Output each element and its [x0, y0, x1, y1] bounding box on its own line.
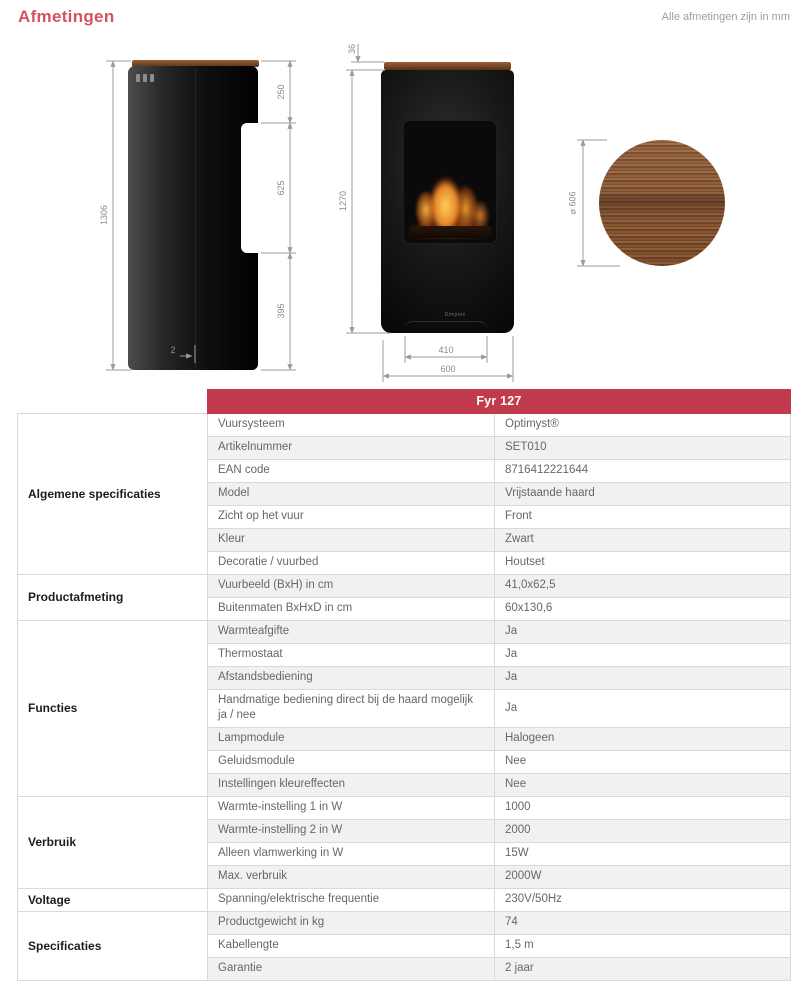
value-cell: Ja — [495, 620, 791, 643]
property-cell: Lampmodule — [208, 727, 495, 750]
value-cell: Vrijstaande haard — [495, 482, 791, 505]
value-cell: 230V/50Hz — [495, 888, 791, 911]
property-cell: Warmteafgifte — [208, 620, 495, 643]
value-cell: Ja — [495, 689, 791, 727]
property-cell: Handmatige bediening direct bij de haard mogelijk ja / nee — [208, 689, 495, 727]
category-cell: Voltage — [18, 888, 208, 911]
category-cell: Productafmeting — [18, 574, 208, 620]
property-cell: Thermostaat — [208, 643, 495, 666]
spec-table — [17, 389, 791, 981]
dim-label-middle-section: 625 — [276, 180, 286, 196]
side-stove-body — [128, 66, 258, 370]
value-cell: 2 jaar — [495, 958, 791, 981]
side-vent-slots — [136, 74, 154, 82]
value-cell: 74 — [495, 912, 791, 935]
property-cell: Garantie — [208, 958, 495, 981]
category-cell: Verbruik — [18, 796, 208, 888]
value-cell: Optimyst® — [495, 413, 791, 436]
property-cell: Decoratie / vuurbed — [208, 551, 495, 574]
property-cell: Max. verbruik — [208, 865, 495, 888]
value-cell: 41,0x62,5 — [495, 574, 791, 597]
table-row — [18, 413, 791, 436]
property-cell: Model — [208, 482, 495, 505]
property-cell: Vuursysteem — [208, 413, 495, 436]
dim-label-top-thickness: 36 — [347, 43, 357, 55]
dim-label-base-offset: 2 — [170, 345, 176, 355]
table-row — [18, 912, 791, 935]
property-cell: EAN code — [208, 459, 495, 482]
value-cell: 2000W — [495, 865, 791, 888]
dim-label-base-width: 410 — [438, 345, 454, 355]
value-cell: 2000 — [495, 819, 791, 842]
property-cell: Afstandsbediening — [208, 666, 495, 689]
header-spacer-cell — [18, 390, 208, 414]
dim-label-top-section: 250 — [276, 84, 286, 100]
value-cell: 8716412221644 — [495, 459, 791, 482]
property-cell: Kleur — [208, 528, 495, 551]
dimplex-logo: Dimplex — [444, 312, 466, 318]
dimensions-note: Alle afmetingen zijn in mm — [661, 11, 790, 23]
value-cell: Nee — [495, 773, 791, 796]
side-body-notch — [241, 123, 259, 253]
side-body-seam — [195, 68, 196, 368]
value-cell: Houtset — [495, 551, 791, 574]
property-cell: Productgewicht in kg — [208, 912, 495, 935]
property-cell: Alleen vlamwerking in W — [208, 842, 495, 865]
property-cell: Kabellengte — [208, 935, 495, 958]
dim-label-body-height: 1270 — [338, 190, 348, 212]
log-set — [409, 226, 491, 238]
spec-table-container — [17, 389, 790, 981]
base-plate-line — [404, 321, 488, 334]
category-cell: Algemene specificaties — [18, 413, 208, 574]
value-cell: Ja — [495, 666, 791, 689]
value-cell: 15W — [495, 842, 791, 865]
product-name-header: Fyr 127 — [208, 390, 791, 414]
property-cell: Spanning/elektrische frequentie — [208, 888, 495, 911]
property-cell: Warmte-instelling 1 in W — [208, 796, 495, 819]
property-cell: Zicht op het vuur — [208, 505, 495, 528]
value-cell: 1,5 m — [495, 935, 791, 958]
value-cell: SET010 — [495, 436, 791, 459]
dim-label-total-width: 600 — [440, 364, 456, 374]
property-cell: Vuurbeeld (BxH) in cm — [208, 574, 495, 597]
property-cell: Geluidsmodule — [208, 750, 495, 773]
dim-label-diameter: ⌀ 606 — [567, 191, 578, 215]
category-cell: Functies — [18, 620, 208, 796]
value-cell: 1000 — [495, 796, 791, 819]
value-cell: Front — [495, 505, 791, 528]
table-row — [18, 574, 791, 597]
wood-top-circle — [599, 140, 725, 266]
value-cell: Halogeen — [495, 727, 791, 750]
category-cell: Specificaties — [18, 912, 208, 981]
property-cell: Warmte-instelling 2 in W — [208, 819, 495, 842]
table-row — [18, 620, 791, 643]
dim-label-total-height: 1306 — [99, 204, 109, 226]
value-cell: 60x130,6 — [495, 597, 791, 620]
property-cell: Artikelnummer — [208, 436, 495, 459]
value-cell: Nee — [495, 750, 791, 773]
table-row — [18, 796, 791, 819]
table-header-row — [18, 390, 791, 414]
dim-label-bottom-section: 395 — [276, 303, 286, 319]
value-cell: Ja — [495, 643, 791, 666]
property-cell: Instellingen kleureffecten — [208, 773, 495, 796]
front-wood-top — [384, 62, 511, 70]
table-row — [18, 888, 791, 911]
page-title: Afmetingen — [18, 7, 115, 26]
value-cell: Zwart — [495, 528, 791, 551]
spec-table-body — [18, 413, 791, 980]
property-cell: Buitenmaten BxHxD in cm — [208, 597, 495, 620]
